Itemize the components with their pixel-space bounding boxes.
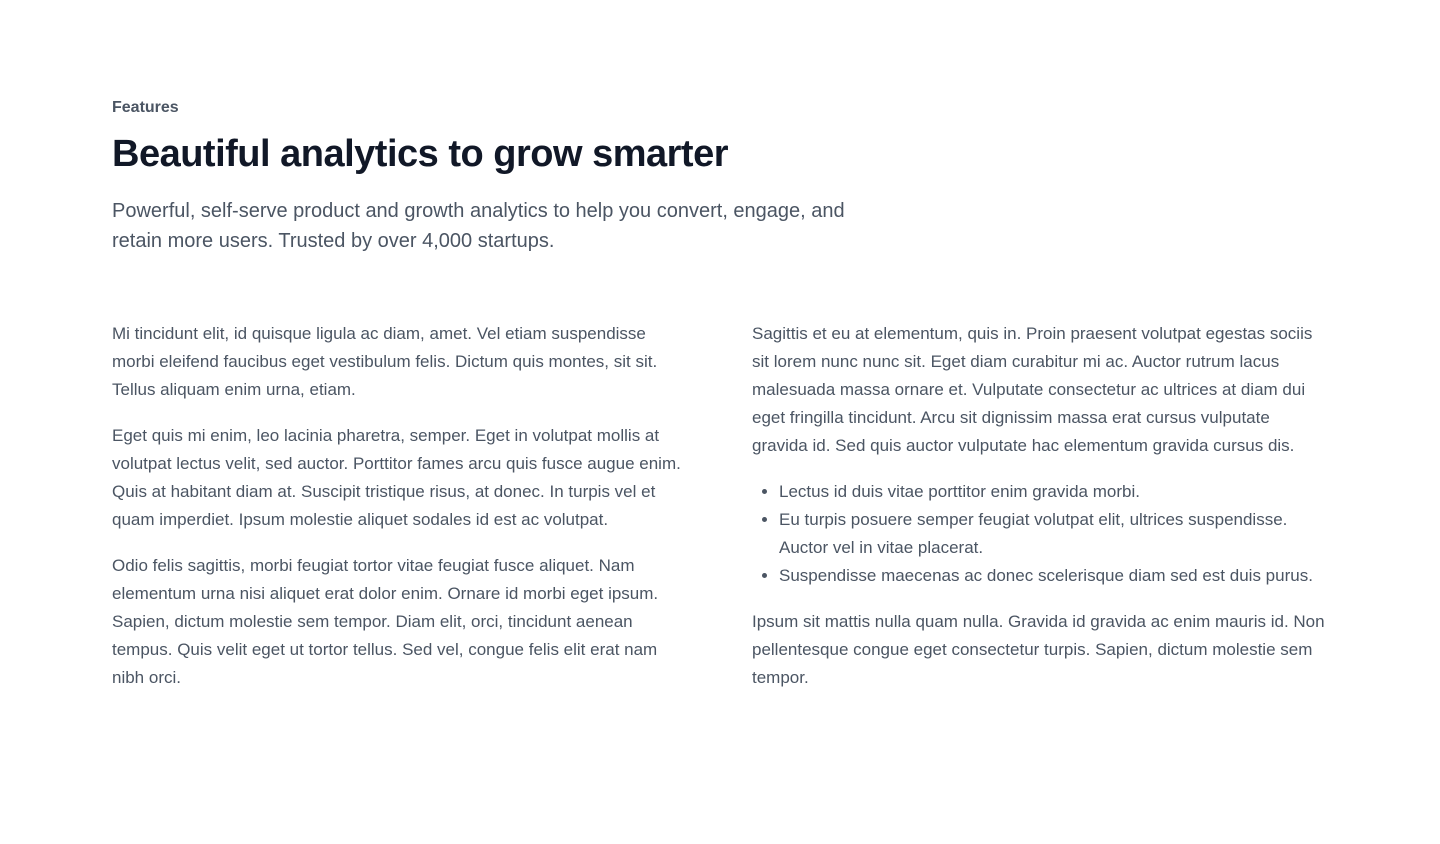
section-eyebrow: Features [112, 99, 179, 116]
bullet-item-2: • Eu turpis posuere semper feugiat volutpat elit, ultrices suspendisse. Auctor vel in vitae placerat. [779, 506, 1328, 562]
left-paragraph-2: Eget quis mi enim, leo lacinia pharetra, semper. Eget in volutpat mollis at volutpat lectus velit, sed auctor. Porttitor fames arcu quis fusce augue enim. Quis at habitant diam at. Suscipit tristique risus, at donec. In turpis vel et quam imperdiet. Ipsum molestie aliquet sodales id est ac volutpat. [112, 426, 681, 529]
left-paragraph-3: Odio felis sagittis, morbi feugiat tortor vitae feugiat fusce aliquet. Nam elementum urna nisi aliquet erat dolor enim. Ornare id morbi eget ipsum. Sapien, dictum molestie sem tempor. Diam elit, orci, tincidunt aenean tempus. Quis velit eget ut tortor tellus. Sed vel, congue felis elit erat nam nibh orci. [112, 556, 659, 687]
section-title: Beautiful analytics to grow smarter [112, 133, 728, 175]
right-intro-paragraph: Sagittis et eu at elementum, quis in. Proin praesent volutpat egestas sociis sit lorem nunc nunc sit. Eget diam curabitur mi ac. Auctor rutrum lacus malesuada massa ornare et. Vulputate consectetur ac ultrices at diam dui eget fringilla tincidunt. Arcu sit dignissim massa erat cursus vulputate gravida id. Sed quis auctor vulputate hac elementum gravida cursus dis. [752, 324, 1313, 455]
left-column [112, 320, 688, 710]
bullet-item-1: • Lectus id duis vitae porttitor enim gravida morbi. [779, 478, 1328, 506]
left-paragraph-1: Mi tincidunt elit, id quisque ligula ac diam, amet. Vel etiam suspendisse morbi eleifend faucibus eget vestibulum felis. Dictum quis montes, sit sit. Tellus aliquam enim urna, etiam. [112, 324, 658, 399]
right-outro-paragraph: Ipsum sit mattis nulla quam nulla. Gravida id gravida ac enim mauris id. Non pellentesque congue eget consectetur turpis. Sapien, dictum molestie sem tempor. [752, 612, 1325, 687]
content-columns [112, 320, 1328, 710]
section-subtitle: Powerful, self-serve product and growth analytics to help you convert, engage, and retain more users. Trusted by over 4,000 startups. [112, 200, 845, 252]
bullet-item-3: • Suspendisse maecenas ac donec scelerisque diam sed est duis purus. [779, 562, 1328, 590]
right-column [752, 320, 1328, 710]
bullet-list [752, 478, 1328, 590]
